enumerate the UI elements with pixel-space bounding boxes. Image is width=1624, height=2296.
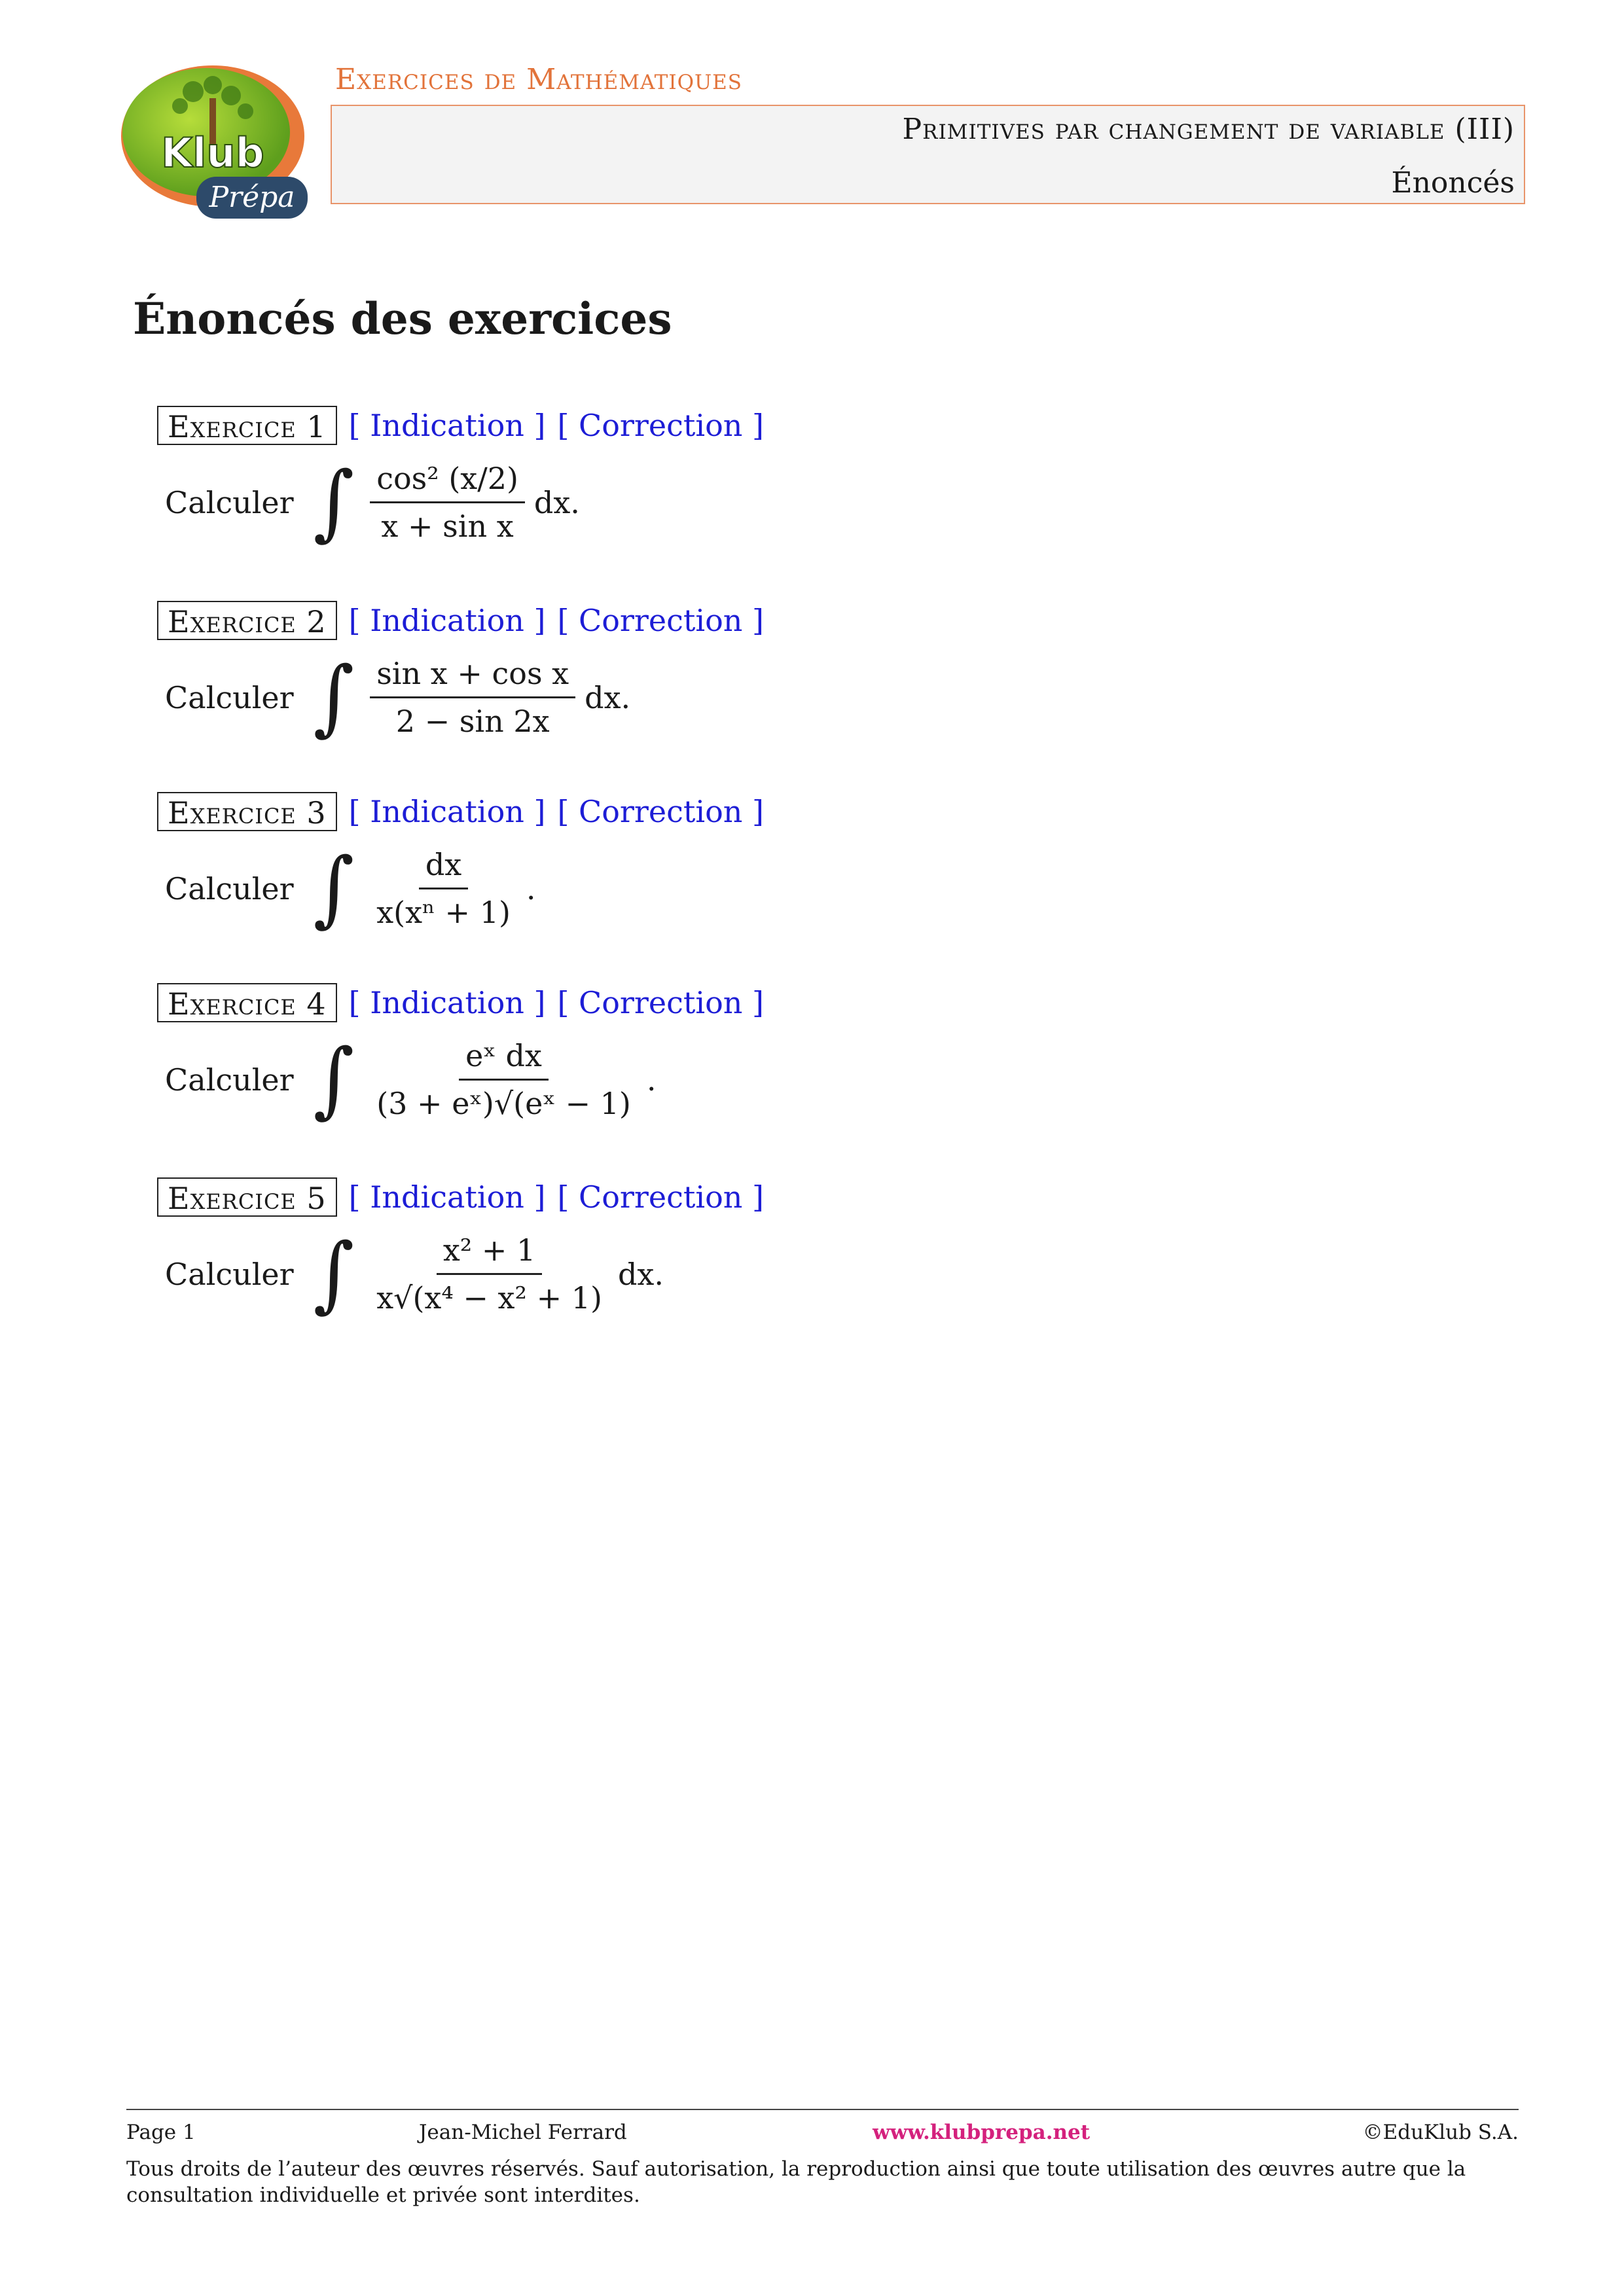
period: . [526, 870, 536, 906]
correction-link[interactable]: [ Correction ] [557, 1179, 764, 1215]
exercise-verb: Calculer [165, 1256, 294, 1292]
integral-sign: ∫ [313, 1226, 355, 1321]
correction-link[interactable]: [ Correction ] [557, 794, 764, 829]
period: . [646, 1062, 657, 1098]
numerator: dx [419, 847, 468, 889]
numerator: cos² (x/2) [370, 461, 525, 503]
exercise-3 [157, 791, 1139, 961]
indication-link[interactable]: [ Indication ] [348, 794, 546, 829]
exercise-label: Exercice 4 [157, 983, 337, 1022]
differential: dx. [617, 1256, 664, 1292]
integral-sign: ∫ [313, 649, 355, 745]
denominator: x(xⁿ + 1) [376, 895, 511, 930]
differential: dx. [533, 484, 580, 520]
integral-sign: ∫ [313, 1031, 355, 1127]
series-title: Exercices de Mathématiques [335, 63, 743, 96]
denominator: (3 + eˣ)√(eˣ − 1) [376, 1086, 631, 1121]
indication-link[interactable]: [ Indication ] [348, 985, 546, 1020]
exercise-verb: Calculer [165, 870, 294, 906]
denominator: x + sin x [381, 509, 514, 544]
correction-link[interactable]: [ Correction ] [557, 408, 764, 443]
rights-notice: Tous droits de l’auteur des œuvres réservés. Sauf autorisation, la reproduction ainsi que toute utilisation des œuvres autre que la consultation individuelle et privée sont interdites. [126, 2157, 1466, 2208]
indication-link[interactable]: [ Indication ] [348, 603, 546, 638]
fraction [370, 1038, 638, 1121]
header-box [331, 105, 1525, 204]
correction-link[interactable]: [ Correction ] [557, 603, 764, 638]
denominator: x√(x⁴ − x² + 1) [376, 1280, 602, 1316]
copyright: ©EduKlub S.A. [1362, 2121, 1519, 2144]
indication-link[interactable]: [ Indication ] [348, 408, 546, 443]
differential: dx. [585, 679, 631, 715]
numerator: x² + 1 [437, 1232, 542, 1275]
exercise-5 [157, 1176, 1139, 1346]
author: Jean-Michel Ferrard [419, 2121, 627, 2144]
fraction [370, 1232, 609, 1316]
footer-divider [126, 2109, 1519, 2110]
svg-text:Prépa: Prépa [209, 181, 295, 214]
exercise-verb: Calculer [165, 679, 294, 715]
klubprepa-logo [115, 59, 314, 229]
denominator: 2 − sin 2x [395, 704, 550, 739]
fraction [370, 656, 575, 739]
document-subtitle: Énoncés [1391, 166, 1515, 200]
exercise-2 [157, 600, 1139, 770]
numerator: eˣ dx [459, 1038, 549, 1081]
website-link[interactable]: www.klubprepa.net [873, 2121, 1091, 2144]
exercise-verb: Calculer [165, 1062, 294, 1098]
exercise-verb: Calculer [165, 484, 294, 520]
exercise-label: Exercice 2 [157, 601, 337, 640]
exercise-label: Exercice 3 [157, 792, 337, 831]
page-number: Page 1 [126, 2121, 196, 2144]
exercise-1 [157, 404, 1139, 575]
exercise-label: Exercice 1 [157, 406, 337, 445]
fraction [370, 847, 517, 930]
fraction [370, 461, 525, 544]
numerator: sin x + cos x [370, 656, 575, 698]
svg-text:Klub: Klub [161, 129, 264, 177]
exercise-label: Exercice 5 [157, 1177, 337, 1217]
section-title: Énoncés des exercices [133, 293, 672, 344]
correction-link[interactable]: [ Correction ] [557, 985, 764, 1020]
document-title: Primitives par changement de variable (III) [902, 113, 1515, 146]
integral-sign: ∫ [313, 840, 355, 936]
exercise-4 [157, 982, 1139, 1152]
integral-sign: ∫ [313, 454, 355, 550]
indication-link[interactable]: [ Indication ] [348, 1179, 546, 1215]
